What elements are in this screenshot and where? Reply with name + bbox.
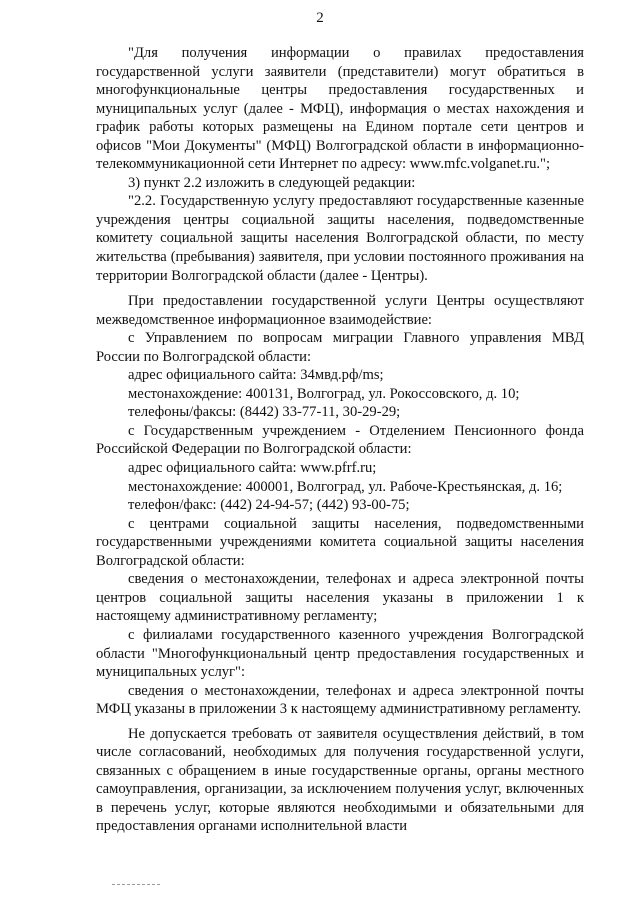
scan-mark bbox=[112, 884, 160, 885]
paragraph-pension-fund: с Государственным учреждением - Отделением Пенсионного фонда Российской Федерации по Волгоградской области: bbox=[96, 422, 584, 458]
paragraph-pension-address: местонахождение: 400001, Волгоград, ул. Рабоче-Крестьянская, д. 16; bbox=[128, 478, 563, 495]
paragraph-social-centers: с центрами социальной защиты населения, подведомственными государственными учреждениями комитета социальной защиты населения Волгоградской области: bbox=[96, 515, 584, 569]
document-body bbox=[96, 44, 584, 836]
paragraph-mfc-branches: с филиалами государственного казенного учреждения Волгоградской области "Многофункциональный центр предоставления государственных и муниципальных услуг": bbox=[96, 626, 584, 681]
paragraph-interaction-intro: При предоставлении государственной услуги Центры осуществляют межведомственное информационное взаимодействие: bbox=[96, 293, 584, 328]
paragraph-migration-address: местонахождение: 400131, Волгоград, ул. Рокоссовского, д. 10; bbox=[128, 385, 520, 402]
paragraph-pension-site: адрес официального сайта: www.pfrf.ru; bbox=[128, 460, 377, 477]
paragraph-clause-2-2: "2.2. Государственную услугу предоставляют государственные казенные учреждения центры социальной защиты населения, подведомственные комитету социальной защиты населения Волгоградской области, по месту жительства (пребывания) заявителя, при условии постоянного проживания на территории Волгоградской области (далее - Центры). bbox=[96, 193, 584, 284]
paragraph-mfc-contacts: сведения о местонахождении, телефонах и адреса электронной почты МФЦ указаны в приложении 3 к настоящему административному регламенту. bbox=[96, 682, 584, 718]
paragraph-pension-phones: телефон/факс: (442) 24-94-57; (442) 93-00-75; bbox=[128, 497, 410, 514]
page-number: 2 bbox=[316, 10, 324, 26]
paragraph-item-3: 3) пункт 2.2 изложить в следующей редакции: bbox=[128, 174, 416, 191]
paragraph-migration-phones: телефоны/факсы: (8442) 33-77-11, 30-29-29; bbox=[128, 404, 401, 421]
paragraph-migration-site: адрес официального сайта: 34мвд.рф/ms; bbox=[128, 367, 384, 384]
paragraph-prohibition: Не допускается требовать от заявителя осуществления действий, в том числе согласований, необходимых для получения государственной услуги, связанных с обращением в иные государственные органы, органы местного самоуправления, организации, за исключением получения услуг, включенных в перечень услуг, которые являются необходимыми и обязательными для предоставления органами исполнительной власти bbox=[96, 725, 584, 835]
paragraph-mfc-info: "Для получения информации о правилах предоставления государственной услуги заявители (представители) могут обратиться в многофункциональные центры предоставления государственных и муниципальных услуг (далее - МФЦ), информация о местах нахождения и график работы которых размещены на Едином портале сети центров и офисов "Мои Документы" (МФЦ) Волгоградской области в информационно-телекоммуникационной сети Интернет по адресу: www.mfc.volganet.ru."; bbox=[96, 45, 584, 173]
paragraph-migration-dept: с Управлением по вопросам миграции Главного управления МВД России по Волгоградской области: bbox=[96, 330, 584, 365]
paragraph-centers-contacts: сведения о местонахождении, телефонах и адреса электронной почты центров социальной защиты населения указаны в приложении 1 к настоящему административному регламенту; bbox=[96, 571, 584, 625]
